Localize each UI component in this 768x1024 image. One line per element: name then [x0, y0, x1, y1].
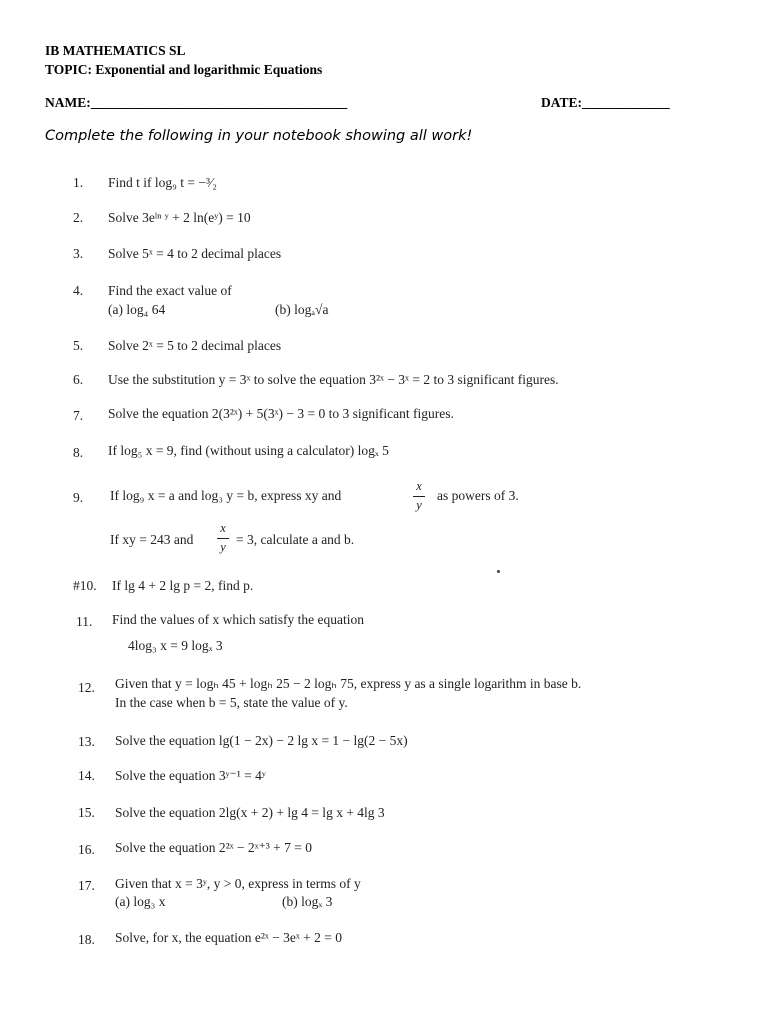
question-number: 1.: [73, 175, 84, 190]
course-title: IB MATHEMATICS SL: [45, 43, 186, 58]
question-number: 16.: [78, 842, 95, 857]
question-number: 9.: [73, 490, 84, 505]
fraction-bar: [413, 496, 425, 497]
question-text: Given that y = logₕ 45 + logₕ 25 − 2 logₕ 75, express y as a single logarithm in base b.: [115, 676, 582, 691]
question-number: 3.: [73, 246, 84, 261]
question-number: 13.: [78, 734, 95, 749]
question-text: Solve the equation 2(3²ˣ) + 5(3ˣ) − 3 = 0 to 3 significant figures.: [108, 406, 454, 421]
question-text: Solve 2ˣ = 5 to 2 decimal places: [108, 338, 282, 353]
question-part-a: (a) log₃ x: [115, 894, 166, 909]
question-text: Solve the equation lg(1 − 2x) − 2 lg x = 1 − lg(2 − 5x): [115, 733, 408, 748]
question-text: Solve, for x, the equation e²ˣ − 3eˣ + 2 = 0: [115, 930, 343, 945]
question-text: Solve the equation 3ʸ⁻¹ = 4ʸ: [115, 768, 266, 783]
fraction-numerator: x: [220, 521, 226, 535]
name-field: NAME:______________________________________: [45, 95, 348, 110]
question-number: 14.: [78, 768, 95, 783]
question-number: 2.: [73, 210, 84, 225]
question-number: 15.: [78, 805, 95, 820]
stray-mark: [497, 570, 500, 573]
question-number: 5.: [73, 338, 84, 353]
question-number: 18.: [78, 932, 95, 947]
question-text: Find the values of x which satisfy the equation: [112, 612, 364, 627]
fraction-numerator: x: [416, 479, 422, 493]
question-line-2: 4log₃ x = 9 logₓ 3: [128, 638, 223, 653]
question-text: If log₅ x = 9, find (without using a calculator) logₓ 5: [108, 443, 389, 458]
question-number: 12.: [78, 680, 95, 695]
question-line-2-tail: = 3, calculate a and b.: [236, 532, 355, 547]
topic-title: TOPIC: Exponential and logarithmic Equations: [45, 62, 323, 77]
question-number: 11.: [76, 614, 93, 629]
question-text: Solve 3eˡⁿ ʸ + 2 ln(eʸ) = 10: [108, 210, 251, 225]
question-text: Solve the equation 2²ˣ − 2ˣ⁺³ + 7 = 0: [115, 840, 312, 855]
question-number: 8.: [73, 445, 84, 460]
question-number: 6.: [73, 372, 84, 387]
question-part-b: (b) logₓ 3: [282, 894, 333, 909]
instruction-text: Complete the following in your notebook showing all work!: [45, 128, 473, 144]
question-number: 4.: [73, 283, 84, 298]
question-text: Solve 5ˣ = 4 to 2 decimal places: [108, 246, 282, 261]
question-number: 7.: [73, 408, 84, 423]
question-number: 17.: [78, 878, 95, 893]
question-line-2: In the case when b = 5, state the value of y.: [115, 695, 348, 710]
fraction-denominator: y: [220, 540, 226, 554]
question-text: If lg 4 + 2 lg p = 2, find p.: [112, 578, 254, 593]
question-text: Use the substitution y = 3ˣ to solve the equation 3²ˣ − 3ˣ = 2 to 3 significant figures.: [108, 372, 559, 387]
question-text: Find t if log₉ t = −³⁄₂: [108, 175, 217, 190]
question-part-b: (b) logₐ√a: [275, 302, 329, 317]
question-text: If log₉ x = a and log₃ y = b, express xy and: [110, 488, 342, 503]
question-number: #10.: [73, 578, 97, 593]
question-text-tail: as powers of 3.: [437, 488, 519, 503]
question-part-a: (a) log₄ 64: [108, 302, 166, 317]
fraction-bar: [217, 538, 229, 539]
question-text: Find the exact value of: [108, 283, 232, 298]
question-text: Given that x = 3ʸ, y > 0, express in terms of y: [115, 876, 361, 891]
question-text: Solve the equation 2lg(x + 2) + lg 4 = lg x + 4lg 3: [115, 805, 385, 820]
date-field: DATE:_____________: [541, 95, 670, 110]
question-line-2: If xy = 243 and: [110, 532, 194, 547]
fraction-denominator: y: [416, 498, 422, 512]
